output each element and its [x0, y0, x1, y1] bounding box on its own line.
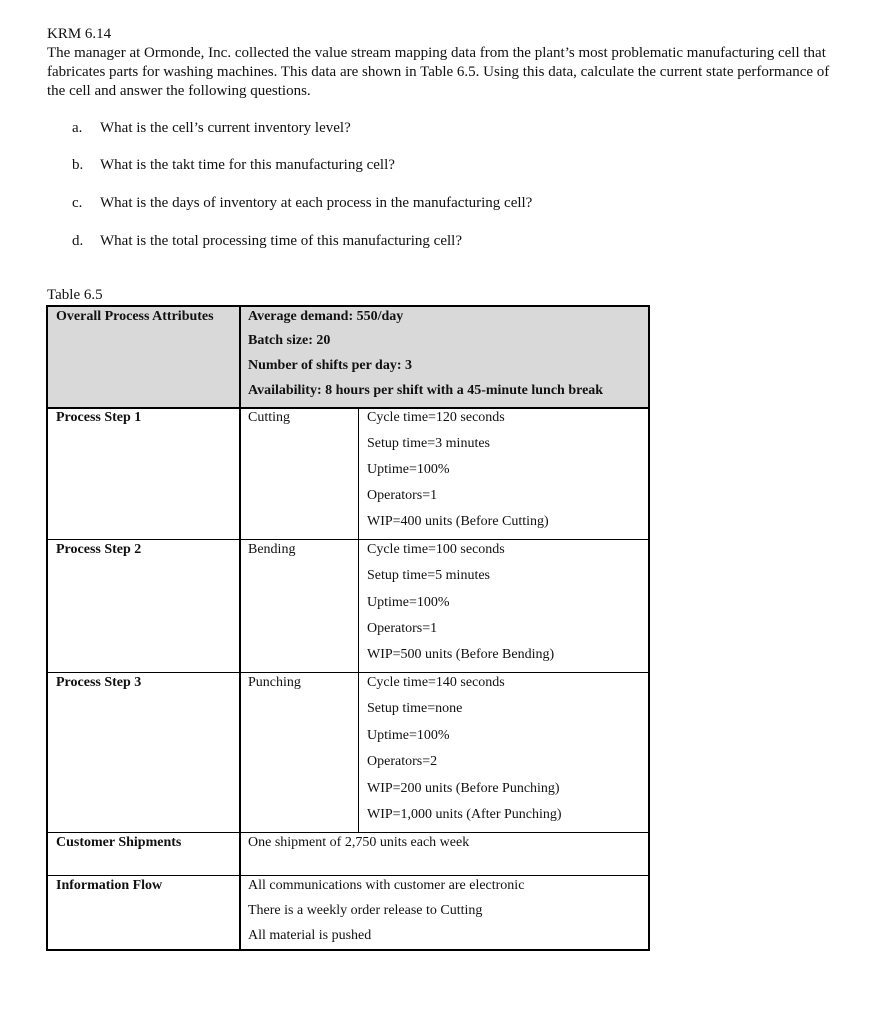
attribute-average-demand: Average demand: 550/day: [248, 309, 404, 324]
question-a: [72, 120, 351, 137]
step-3-operators: Operators=2: [367, 754, 438, 769]
step-2-label: Process Step 2: [56, 542, 142, 557]
column-divider: [239, 307, 241, 949]
question-text: What is the days of inventory at each process in the manufacturing cell?: [100, 195, 533, 211]
question-letter: c.: [72, 195, 83, 211]
step-3-label: Process Step 3: [56, 675, 142, 690]
info-flow-line-3: All material is pushed: [248, 928, 372, 943]
column-divider: [358, 408, 359, 833]
step-3-setup-time: Setup time=none: [367, 701, 463, 716]
step-1-setup-time: Setup time=3 minutes: [367, 436, 490, 451]
question-text: What is the total processing time of this manufacturing cell?: [100, 233, 462, 249]
process-table: [46, 305, 650, 951]
shipments-label: Customer Shipments: [56, 835, 182, 850]
attribute-batch-size: Batch size: 20: [248, 333, 331, 348]
question-c: [72, 195, 532, 212]
row-divider: [48, 539, 648, 540]
question-b: [72, 157, 395, 174]
step-1-cycle-time: Cycle time=120 seconds: [367, 410, 505, 425]
info-flow-label: Information Flow: [56, 878, 163, 893]
question-letter: a.: [72, 120, 83, 136]
step-2-cycle-time: Cycle time=100 seconds: [367, 542, 505, 557]
step-1-uptime: Uptime=100%: [367, 462, 450, 477]
step-2-uptime: Uptime=100%: [367, 595, 450, 610]
step-1-operators: Operators=1: [367, 488, 438, 503]
problem-intro: The manager at Ormonde, Inc. collected the value stream mapping data from the plant’s most problematic manufacturing cell that fabricates parts for washing machines. This data are shown in Table 6.5. Using this data, calculate the current state performance of the cell and answer the following questions.: [47, 45, 830, 99]
row-divider: [48, 672, 648, 673]
problem-id: KRM 6.14: [47, 26, 112, 42]
row-divider: [48, 832, 648, 833]
row-divider: [48, 407, 648, 409]
step-3-cycle-time: Cycle time=140 seconds: [367, 675, 505, 690]
step-3-wip-after: WIP=1,000 units (After Punching): [367, 807, 562, 822]
info-flow-line-1: All communications with customer are electronic: [248, 878, 525, 893]
attribute-shifts: Number of shifts per day: 3: [248, 358, 412, 373]
step-2-setup-time: Setup time=5 minutes: [367, 568, 490, 583]
step-1-label: Process Step 1: [56, 410, 142, 425]
shipments-text: One shipment of 2,750 units each week: [248, 835, 470, 850]
step-3-name: Punching: [248, 675, 301, 690]
question-letter: b.: [72, 157, 84, 173]
table-caption: Table 6.5: [47, 287, 103, 303]
header-label: Overall Process Attributes: [56, 309, 214, 324]
question-text: What is the cell’s current inventory level?: [100, 120, 351, 136]
info-flow-line-2: There is a weekly order release to Cutting: [248, 903, 483, 918]
step-2-operators: Operators=1: [367, 621, 438, 636]
step-3-wip-before: WIP=200 units (Before Punching): [367, 781, 560, 796]
row-divider: [48, 875, 648, 876]
step-2-name: Bending: [248, 542, 296, 557]
step-1-name: Cutting: [248, 410, 291, 425]
attribute-availability: Availability: 8 hours per shift with a 45-minute lunch break: [248, 383, 604, 398]
step-2-wip: WIP=500 units (Before Bending): [367, 647, 555, 662]
step-1-wip: WIP=400 units (Before Cutting): [367, 514, 549, 529]
question-letter: d.: [72, 233, 84, 249]
question-d: [72, 233, 462, 250]
question-text: What is the takt time for this manufacturing cell?: [100, 157, 395, 173]
step-3-uptime: Uptime=100%: [367, 728, 450, 743]
